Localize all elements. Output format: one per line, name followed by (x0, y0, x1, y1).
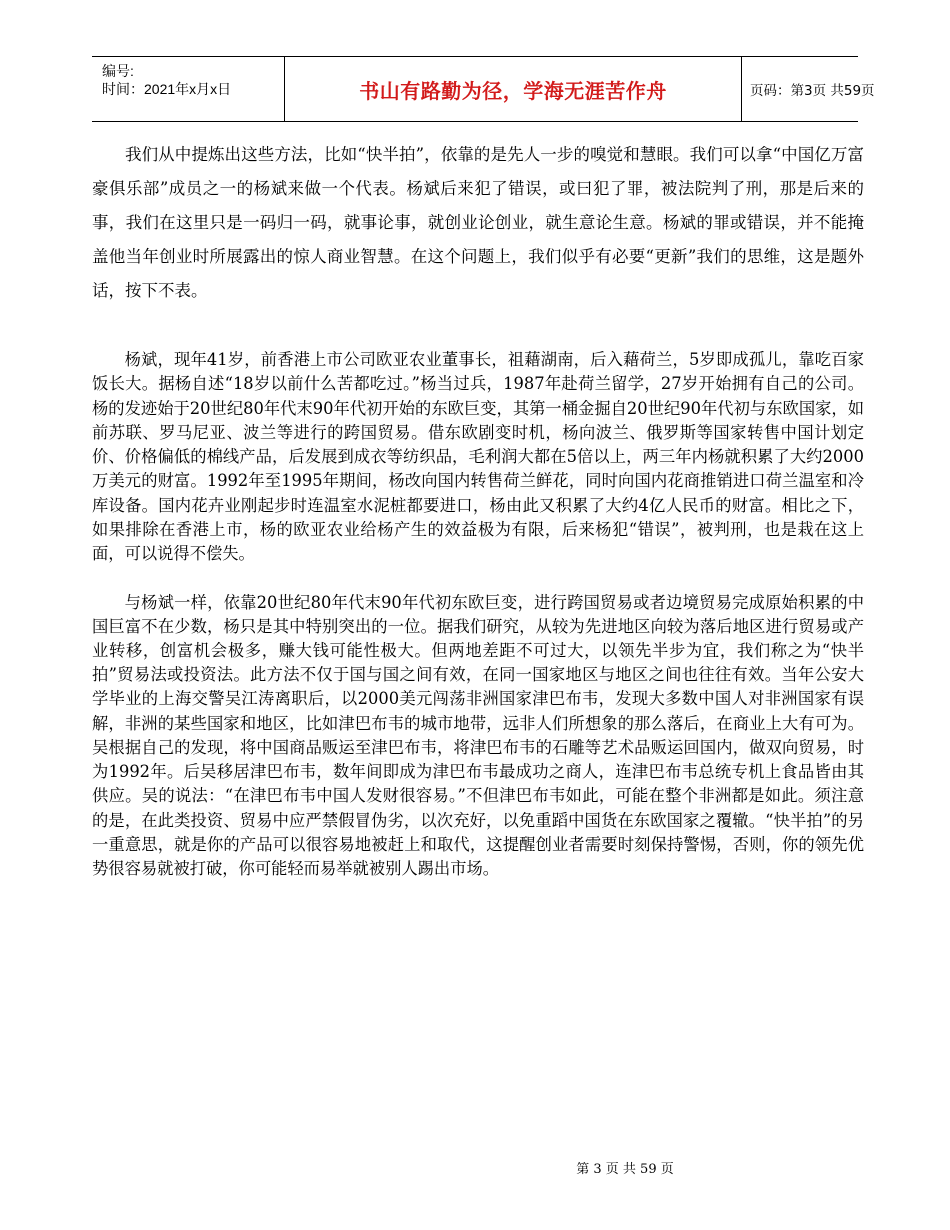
paragraph-half-beat-method: 与杨斌一样，依靠20世纪80年代末90年代初东欧巨变，进行跨国贸易或者边境贸易完成原始积累的中国巨富不在少数，杨只是其中特别突出的一位。据我们研究，从较为先进地区向较为落后地区进行贸易或产业转移，创富机会极多，赚大钱可能性极大。但两地差距不可过大，以领先半步为宜，我们称之为“快半拍”贸易法或投资法。此方法不仅于国与国之间有效，在同一国家地区与地区之间也往往有效。当年公安大学毕业的上海交警吴江涛离职后，以2000美元闯荡非洲国家津巴布韦，发现大多数中国人对非洲国家有误解，非洲的某些国家和地区，比如津巴布韦的城市地带，远非人们所想象的那么落后，在商业上大有可为。吴根据自己的发现，将中国商品贩运至津巴布韦，将津巴布韦的石雕等艺术品贩运回国内，做双向贸易，时为1992年。后吴移居津巴布韦，数年间即成为津巴布韦最成功之商人，连津巴布韦总统专机上食品皆由其供应。吴的说法：“在津巴布韦中国人发财很容易。”不但津巴布韦如此，可能在整个非洲都是如此。须注意的是，在此类投资、贸易中应严禁假冒伪劣，以次充好，以免重蹈中国货在东欧国家之覆辙。“快半拍”的另一重意思，就是你的产品可以很容易地被赶上和取代，这提醒创业者需要时刻保持警惕，否则，你的领先优势很容易就被打破，你可能轻而易举就被别人踢出市场。 (92, 592, 864, 878)
header-motto: 书山有路勤为径，学海无涯苦作舟 (359, 78, 667, 103)
document-body (92, 138, 864, 881)
page-header (92, 56, 875, 122)
header-page-cell (742, 57, 875, 121)
paragraph-intro: 我们从中提炼出这些方法，比如“快半拍”，依靠的是先人一步的嗅觉和慧眼。我们可以拿“中国亿万富豪俱乐部”成员之一的杨斌来做一个代表。杨斌后来犯了错误，或曰犯了罪，被法院判了刑，那是后来的事，我们在这里只是一码归一码，就事论事，就创业论创业，就生意论生意。杨斌的罪或错误，并不能掩盖他当年创业时所展露出的惊人商业智慧。在这个问题上，我们似乎有必要“更新”我们的思维，这是题外话，按下不表。 (92, 145, 864, 300)
header-page-info: 页码：第3页 共59页 (750, 83, 875, 99)
header-motto-cell (284, 57, 742, 121)
document-number-label: 编号: (102, 63, 134, 79)
header-meta-cell (92, 57, 284, 121)
page-footer: 第 3 页 共 59 页 (576, 1162, 674, 1177)
document-date-label: 时间：2021年x月x日 (102, 81, 232, 97)
paragraph-yang-bin: 杨斌，现年41岁，前香港上市公司欧亚农业董事长，祖藉湖南，后入藉荷兰，5岁即成孤儿，靠吃百家饭长大。据杨自述“18岁以前什么苦都吃过。”杨当过兵，1987年赴荷兰留学，27岁开始拥有自己的公司。杨的发迹始于20世纪80年代末90年代初开始的东欧巨变，其第一桶金掘自20世纪90年代初与东欧国家，如前苏联、罗马尼亚、波兰等进行的跨国贸易。借东欧剧变时机，杨向波兰、俄罗斯等国家转售中国计划定价、价格偏低的棉线产品，后发展到成衣等纺织品，毛利润大都在5倍以上，两三年内杨就积累了大约2000万美元的财富。1992年至1995年期间，杨改向国内转售荷兰鲜花，同时向国内花商推销进口荷兰温室和冷库设备。国内花卉业刚起步时连温室水泥桩都要进口，杨由此又积累了大约4亿人民币的财富。相比之下，如果排除在香港上市，杨的欧亚农业给杨产生的效益极为有限，后来杨犯“错误”，被判刑，也是栽在这上面，可以说得不偿失。 (92, 350, 864, 564)
